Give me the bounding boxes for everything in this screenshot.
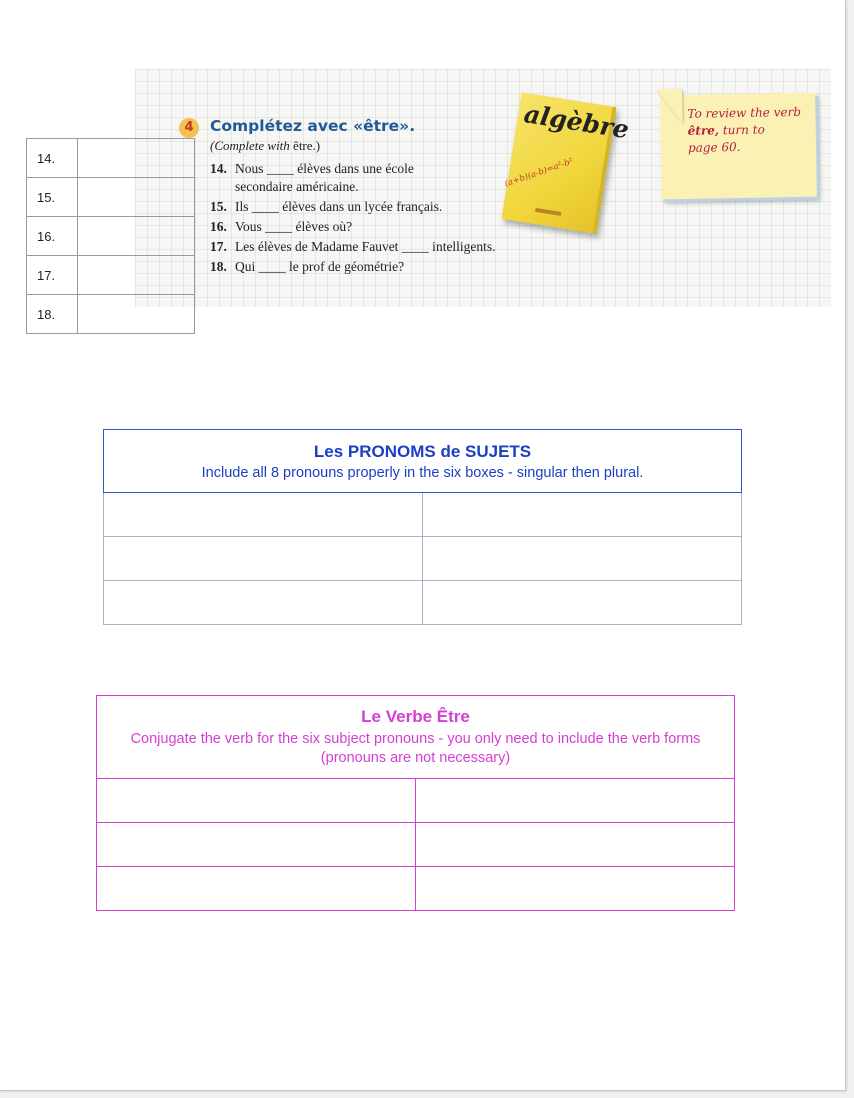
answer-cell[interactable] (78, 139, 195, 178)
note-text: To review the verb être, turn to page 60. (687, 104, 802, 155)
pronoun-cell[interactable] (423, 493, 742, 537)
answer-cell[interactable] (78, 256, 195, 295)
answer-number: 18. (27, 295, 78, 334)
answer-cell[interactable] (78, 178, 195, 217)
answer-number: 14. (27, 139, 78, 178)
pronoun-cell[interactable] (423, 537, 742, 581)
pronouns-table-instructions: Include all 8 pronouns properly in the six boxes - singular then plural. (201, 464, 644, 481)
answer-number: 15. (27, 178, 78, 217)
pronouns-table-header (104, 430, 742, 493)
pronoun-cell[interactable] (104, 537, 423, 581)
exercise-title: Complétez avec «être». (210, 117, 416, 135)
verb-form-cell[interactable] (416, 779, 735, 823)
etre-table-title: Le Verbe Être (361, 706, 470, 726)
pronoun-cell[interactable] (104, 493, 423, 537)
book-publisher-mark (535, 208, 561, 216)
answer-cell[interactable] (78, 217, 195, 256)
table-row (104, 581, 742, 625)
answer-table (26, 138, 195, 334)
answer-number: 17. (27, 256, 78, 295)
pronoun-cell[interactable] (423, 581, 742, 625)
etre-table-header (97, 696, 735, 779)
answer-row (27, 178, 195, 217)
book-title: algèbre (522, 99, 631, 145)
table-row (97, 867, 735, 911)
verb-etre-table (96, 695, 735, 911)
etre-table-instructions: Conjugate the verb for the six subject pronouns - you only need to include the verb forms (pronouns are not necessary) (130, 730, 701, 766)
answer-number: 16. (27, 217, 78, 256)
book-formula: (a+b)(a-b)=a²-b² (503, 156, 575, 190)
table-row (97, 779, 735, 823)
answer-row (27, 217, 195, 256)
exercise-item-15: 15. Ils ____ élèves dans un lycée français. (210, 199, 443, 214)
algebra-book-illustration (502, 92, 631, 233)
verb-form-cell[interactable] (97, 867, 416, 911)
textbook-excerpt-image (135, 69, 831, 307)
answer-row (27, 139, 195, 178)
exercise-subtitle: (Complete with être.) (210, 138, 321, 153)
answer-cell[interactable] (78, 295, 195, 334)
verb-form-cell[interactable] (416, 823, 735, 867)
exercise-item-17: 17. Les élèves de Madame Fauvet ____ intelligents. (210, 239, 496, 254)
answer-row (27, 256, 195, 295)
verb-form-cell[interactable] (97, 779, 416, 823)
pronouns-table-title: Les PRONOMS de SUJETS (313, 441, 532, 461)
verb-form-cell[interactable] (97, 823, 416, 867)
note-fold-corner (656, 89, 683, 123)
exercise-item-14-cont: secondaire américaine. (235, 179, 359, 194)
review-sticky-note (660, 93, 817, 200)
answer-row (27, 295, 195, 334)
table-row (97, 823, 735, 867)
exercise-item-14: 14. Nous ____ élèves dans une école (210, 161, 414, 176)
verb-form-cell[interactable] (416, 867, 735, 911)
table-row (104, 493, 742, 537)
table-row (104, 537, 742, 581)
exercise-item-16: 16. Vous ____ élèves où? (210, 219, 353, 234)
pronoun-cell[interactable] (104, 581, 423, 625)
exercise-item-18: 18. Qui ____ le prof de géométrie? (210, 259, 405, 274)
exercise-number-badge: 4 (179, 118, 199, 138)
subject-pronouns-table (103, 429, 742, 625)
